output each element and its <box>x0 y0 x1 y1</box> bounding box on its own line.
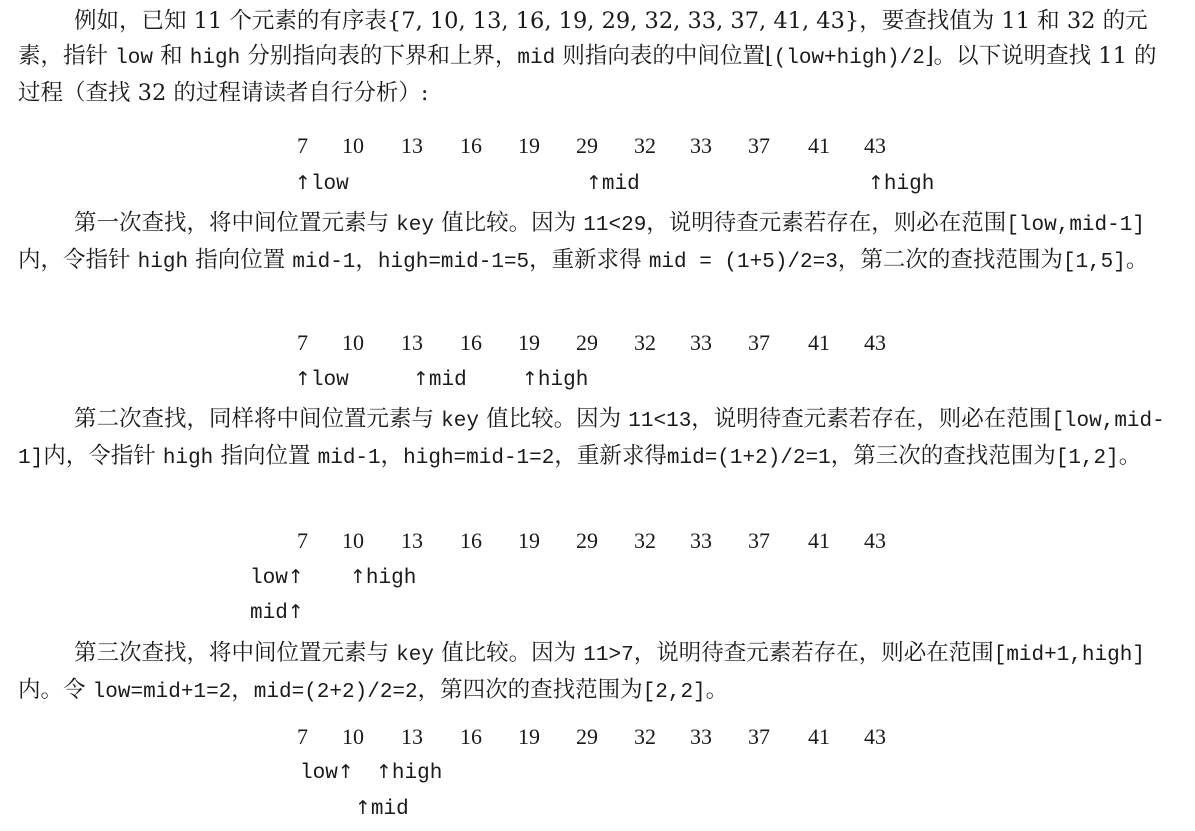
text-run: 。 <box>1125 247 1149 273</box>
text-run: 第一次查找，将中间位置元素与 <box>74 210 397 236</box>
up-arrow-icon: ↑ <box>287 601 304 623</box>
code-mid: mid <box>517 47 556 70</box>
pointer-label-low: low <box>300 762 338 785</box>
array-element: 43 <box>864 528 886 553</box>
array-element: 13 <box>401 330 423 355</box>
array-element: 41 <box>808 528 830 553</box>
code-range: [2,2] <box>642 681 706 704</box>
array-element: 19 <box>518 528 540 553</box>
text-run: ， <box>231 677 254 703</box>
code-high: high <box>137 251 189 274</box>
array-element: 7 <box>297 330 308 355</box>
pointer-label-low: low <box>310 173 349 196</box>
array-element: 16 <box>460 724 482 749</box>
pointer-label-high: high <box>537 369 589 392</box>
text-run: 第三次查找，将中间位置元素与 <box>74 640 397 666</box>
array-element: 33 <box>690 330 712 355</box>
text-run: 内。令 <box>18 677 93 703</box>
text-run: 。以下说明查找 11 的过程（查找 32 的过程请读者自行分析）: <box>18 43 1157 106</box>
code-expr: (low+high)/2 <box>773 47 925 70</box>
array-element: 7 <box>297 528 308 553</box>
text-run: 。 <box>1118 443 1142 469</box>
step3-paragraph <box>18 636 1178 710</box>
array-element: 16 <box>460 330 482 355</box>
number-row-2 <box>0 330 1195 360</box>
up-arrow-icon: ↑ <box>295 368 311 390</box>
code-range: [low,mid-1] <box>1006 214 1145 237</box>
code-high: high <box>189 47 241 70</box>
pointer-label-high: high <box>391 762 443 785</box>
array-element: 13 <box>401 724 423 749</box>
array-element: 33 <box>690 724 712 749</box>
step2-paragraph <box>18 402 1178 476</box>
up-arrow-icon: ↑ <box>355 797 371 819</box>
code-key: key <box>396 214 434 237</box>
array-element: 33 <box>690 133 712 158</box>
text-run: 指向位置 <box>188 247 293 273</box>
code-range: [low,mid-1] <box>18 410 1165 470</box>
array-element: 7 <box>297 724 308 749</box>
array-element: 32 <box>634 528 656 553</box>
code-high: high <box>162 447 214 470</box>
up-arrow-icon: ↑ <box>350 566 366 588</box>
code-range: [1,2] <box>1055 447 1119 470</box>
array-element: 32 <box>634 724 656 749</box>
array-element: 41 <box>808 724 830 749</box>
code-equation: mid = (1+5)/2=3 <box>648 251 838 274</box>
text-run: ，说明待查元素若存在，则必在范围 <box>633 640 994 666</box>
array-element: 16 <box>460 528 482 553</box>
code-range: [mid+1,high] <box>993 644 1145 667</box>
array-element: 16 <box>460 133 482 158</box>
array-element: 19 <box>518 330 540 355</box>
up-arrow-icon: ↑ <box>413 368 429 390</box>
text-run: ， <box>380 443 404 469</box>
text-run: 值比较。因为 <box>433 640 584 666</box>
code-range: [1,5] <box>1062 251 1126 274</box>
array-element: 37 <box>748 330 770 355</box>
text-run: 。 <box>705 677 729 703</box>
text-run: 则指向表的中间位置 <box>555 43 765 69</box>
array-element: 10 <box>342 528 364 553</box>
array-element: 29 <box>576 330 598 355</box>
code-low: low <box>115 47 153 70</box>
up-arrow-icon: ↑ <box>337 761 354 783</box>
array-element: 10 <box>342 330 364 355</box>
text-run: ，第三次的查找范围为 <box>830 443 1056 469</box>
array-element: 37 <box>748 724 770 749</box>
text-run: 值比较。因为 <box>478 406 629 432</box>
floor-close-symbol: ⌋ <box>924 43 934 69</box>
pointer-label-high: high <box>365 567 417 590</box>
code-mid-minus-1: mid-1 <box>317 447 381 470</box>
array-element: 41 <box>808 330 830 355</box>
array-element: 19 <box>518 133 540 158</box>
code-key: key <box>396 644 434 667</box>
array-element: 37 <box>748 528 770 553</box>
array-element: 19 <box>518 724 540 749</box>
text-run: 第二次查找，同样将中间位置元素与 <box>74 406 442 432</box>
pointer-label-mid: mid <box>601 173 640 196</box>
array-element: 33 <box>690 528 712 553</box>
number-row-3 <box>0 528 1195 558</box>
text-run: ，重新求得 <box>554 443 667 469</box>
text-run: 指向位置 <box>213 443 318 469</box>
text-run: 值比较。因为 <box>433 210 584 236</box>
array-element: 43 <box>864 133 886 158</box>
code-compare: 11>7 <box>583 644 634 667</box>
code-equation: low=mid+1=2 <box>92 681 232 704</box>
text-run: 内，令指针 <box>43 443 163 469</box>
number-row-1 <box>0 133 1195 163</box>
array-element: 43 <box>864 724 886 749</box>
pointer-label-low: low <box>310 369 349 392</box>
text-run: ， <box>355 247 378 273</box>
number-row-4 <box>0 724 1195 754</box>
code-equation: mid=(1+2)/2=1 <box>666 447 831 470</box>
array-element: 29 <box>576 724 598 749</box>
up-arrow-icon: ↑ <box>376 761 392 783</box>
code-equation: high=mid-1=2 <box>403 447 555 470</box>
floor-open-symbol: ⌊ <box>764 43 774 69</box>
up-arrow-icon: ↑ <box>868 172 884 194</box>
array-element: 41 <box>808 133 830 158</box>
code-mid-minus-1: mid-1 <box>292 251 356 274</box>
array-element: 43 <box>864 330 886 355</box>
text-run: ，说明待查元素若存在，则必在范围 <box>646 210 1007 236</box>
code-equation: mid=(2+2)/2=2 <box>253 681 418 704</box>
array-element: 29 <box>576 133 598 158</box>
array-element: 37 <box>748 133 770 158</box>
code-key: key <box>441 410 479 433</box>
text-run: ，重新求得 <box>529 247 649 273</box>
up-arrow-icon: ↑ <box>586 172 602 194</box>
array-element: 32 <box>634 330 656 355</box>
up-arrow-icon: ↑ <box>287 566 304 588</box>
code-equation: high=mid-1=5 <box>377 251 530 274</box>
up-arrow-icon: ↑ <box>522 368 538 390</box>
pointer-label-mid: mid <box>370 798 409 821</box>
pointer-label-mid: mid <box>250 602 288 625</box>
pointer-label-mid: mid <box>428 369 467 392</box>
text-run: 分别指向表的下界和上界， <box>240 43 518 69</box>
intro-paragraph <box>18 4 1178 111</box>
array-element: 10 <box>342 133 364 158</box>
array-element: 13 <box>401 528 423 553</box>
array-element: 7 <box>297 133 308 158</box>
pointer-label-low: low <box>250 567 288 590</box>
array-element: 13 <box>401 133 423 158</box>
pointer-label-high: high <box>883 173 935 196</box>
step1-paragraph <box>18 206 1178 280</box>
text-run: 例如，已知 11 个元素的有序表{7, 10, 13, 16, 19, 29, 32, 33, 37, 41, 43}，要查找值为 11 和 32 的元素，指针 <box>18 8 1148 69</box>
array-element: 10 <box>342 724 364 749</box>
text-run: 内，令指针 <box>18 247 138 273</box>
text-run: ，说明待查元素若存在，则必在范围 <box>691 406 1052 432</box>
array-element: 29 <box>576 528 598 553</box>
text-run: 和 <box>152 43 190 69</box>
text-run: ，第四次的查找范围为 <box>417 677 643 703</box>
text-run: ，第二次的查找范围为 <box>837 247 1063 273</box>
code-compare: 11<13 <box>628 410 692 433</box>
up-arrow-icon: ↑ <box>295 172 311 194</box>
code-compare: 11<29 <box>583 214 647 237</box>
array-element: 32 <box>634 133 656 158</box>
